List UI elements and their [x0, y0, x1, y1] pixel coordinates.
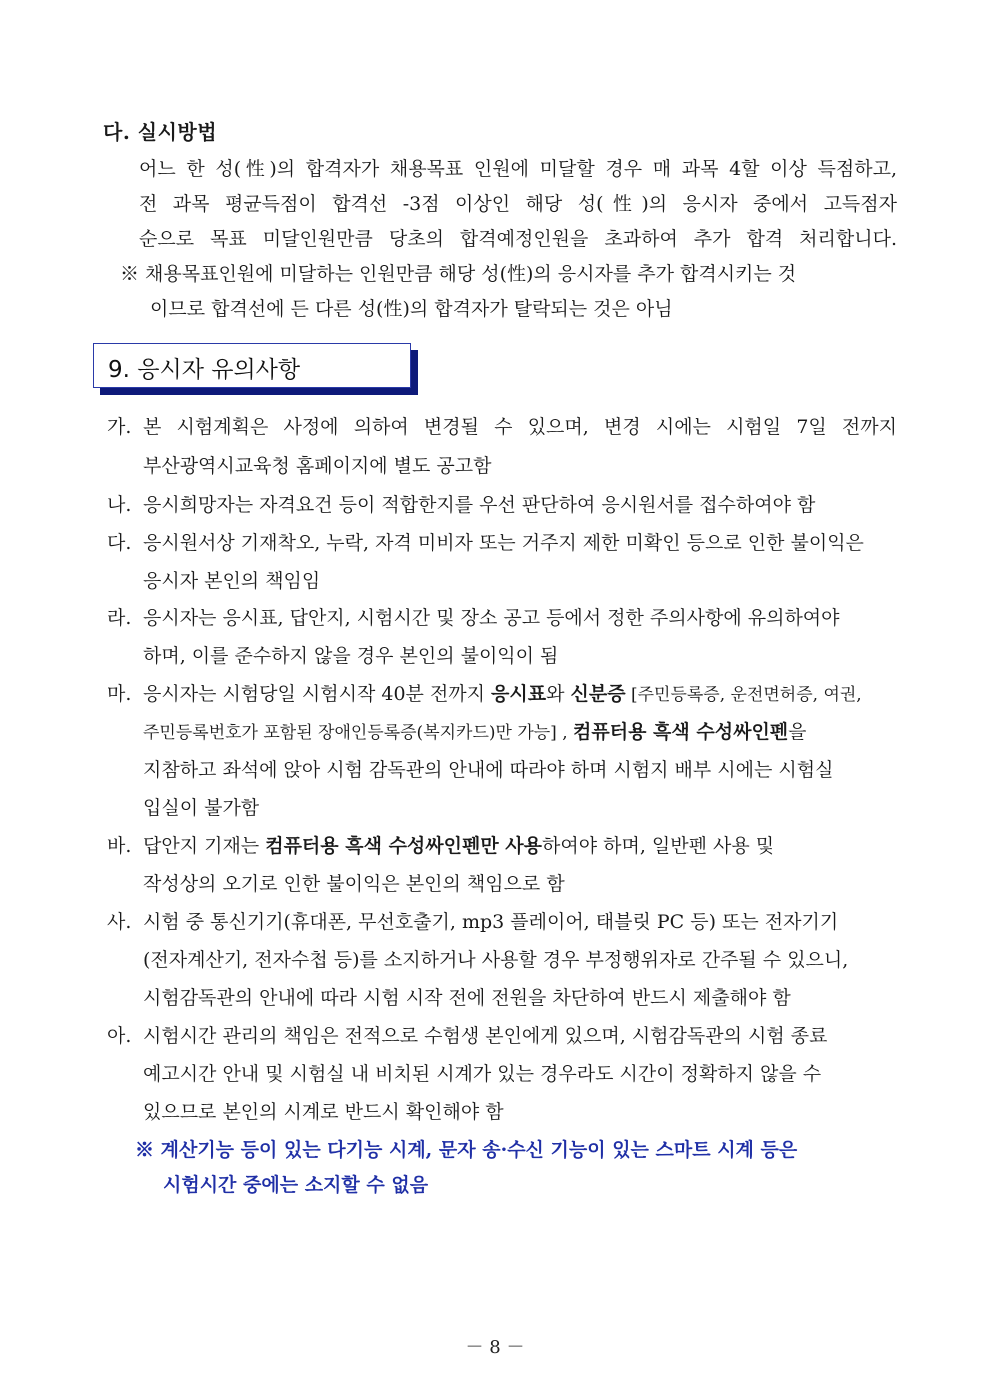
- section-da-line-1: 어느 한 성(性)의 합격자가 채용목표 인원에 미달할 경우 매 과목 4할 이상 득점하고,: [139, 158, 897, 180]
- section-da-line-3: 순으로 목표 미달인원만큼 당초의 합격예정인원을 초과하여 추가 합격 처리합니다.: [139, 228, 897, 250]
- item-sa-line-2: (전자계산기, 전자수첩 등)를 소지하거나 사용할 경우 부정행위자로 간주될 수 있으니,: [143, 949, 849, 971]
- section9-heading-box: [93, 343, 419, 396]
- section-da-line-2: 전 과목 평균득점이 합격선 -3점 이상인 해당 성(性)의 응시자 중에서 고득점자: [139, 193, 897, 215]
- item-da-line-2: 응시자 본인의 책임임: [143, 570, 321, 592]
- item-sa-line-1: 시험 중 통신기기(휴대폰, 무선호출기, mp3 플레이어, 태블릿 PC 등) 또는 전자기기: [143, 911, 839, 933]
- item-ma-line-2-text-c: 을: [788, 721, 807, 743]
- item-ma-line-2-text-a: 주민등록번호가 포함된 장애인등록증(복지카드)만 가능] ,: [143, 723, 574, 743]
- item-a-marker: 아.: [107, 1025, 132, 1047]
- item-ma-line-1-text-c: 와: [546, 683, 571, 705]
- item-ma-line-1-text-a: 응시자는 시험당일 시험시작 40분 전까지: [143, 683, 492, 705]
- item-da-line-1: 응시원서상 기재착오, 누락, 자격 미비자 또는 거주지 제한 미확인 등으로 인한 불이익은: [143, 532, 864, 554]
- item-a-line-3: 있으므로 본인의 시계로 반드시 확인해야 함: [143, 1101, 504, 1123]
- item-sa-marker: 사.: [107, 911, 132, 933]
- item-ba-line-1: [143, 831, 774, 858]
- item-ma-line-4: 입실이 불가함: [143, 797, 260, 819]
- item-ga-marker: 가.: [107, 416, 132, 438]
- item-ga-line-2: 부산광역시교육청 홈페이지에 별도 공고함: [143, 455, 492, 477]
- item-ma-admission-ticket: 응시표: [491, 683, 547, 705]
- item-a-line-2: 예고시간 안내 및 시험실 내 비치된 시계가 있는 경우라도 시간이 정확하지 않을 수: [143, 1063, 822, 1085]
- item-ba-pen-only: 컴퓨터용 흑색 수성싸인펜만 사용: [265, 835, 543, 857]
- item-ra-line-2: 하며, 이를 준수하지 않을 경우 본인의 불이익이 됨: [143, 645, 559, 667]
- item-ba-marker: 바.: [107, 835, 132, 857]
- item-ma-line-2: [143, 717, 807, 744]
- item-ba-line-1-text-c: 하여야 하며, 일반펜 사용 및: [542, 835, 775, 857]
- section9-heading: 9. 응시자 유의사항: [108, 357, 301, 383]
- page-number: － 8 －: [465, 1337, 525, 1358]
- item-ma-line-1-text-e: [주민등록증, 운전면허증, 여권,: [625, 685, 862, 705]
- heading-frame: [93, 343, 411, 388]
- item-ma-pen: 컴퓨터용 흑색 수성싸인펜: [573, 721, 789, 743]
- item-na-line-1: 응시희망자는 자격요건 등이 적합한지를 우선 판단하여 응시원서를 접수하여야 함: [143, 494, 816, 516]
- item-da-marker: 다.: [107, 532, 132, 554]
- item-ga-line-1: 본 시험계획은 사정에 의하여 변경될 수 있으며, 변경 시에는 시험일 7일 전까지: [143, 416, 897, 438]
- item-ma-line-3: 지참하고 좌석에 앉아 시험 감독관의 안내에 따라야 하며 시험지 배부 시에는 시험실: [143, 759, 834, 781]
- section-da-note-line-2: 이므로 합격선에 든 다른 성(性)의 합격자가 탈락되는 것은 아님: [150, 298, 673, 320]
- section-da-title: 다. 실시방법: [103, 120, 218, 144]
- item-ma-line-1: [143, 679, 862, 706]
- item-ra-marker: 라.: [107, 607, 132, 629]
- item-sa-line-3: 시험감독관의 안내에 따라 시험 시작 전에 전원을 차단하여 반드시 제출해야 함: [143, 987, 791, 1009]
- item-na-marker: 나.: [107, 494, 132, 516]
- item-ba-line-1-text-a: 답안지 기재는: [143, 835, 266, 857]
- item-ba-line-2: 작성상의 오기로 인한 불이익은 본인의 책임으로 함: [143, 873, 565, 895]
- item-ra-line-1: 응시자는 응시표, 답안지, 시험시간 및 장소 공고 등에서 정한 주의사항에 유의하여야: [143, 607, 840, 629]
- smartwatch-note-line-2: 시험시간 중에는 소지할 수 없음: [163, 1174, 429, 1196]
- section-da-note-line-1: ※ 채용목표인원에 미달하는 인원만큼 해당 성(性)의 응시자를 추가 합격시키는 것: [120, 263, 797, 285]
- smartwatch-note-line-1: ※ 계산기능 등이 있는 다기능 시계, 문자 송·수신 기능이 있는 스마트 시계 등은: [135, 1139, 798, 1161]
- item-ma-marker: 마.: [107, 683, 132, 705]
- item-a-line-1: 시험시간 관리의 책임은 전적으로 수험생 본인에게 있으며, 시험감독관의 시험 종료: [143, 1025, 828, 1047]
- item-ma-id-card: 신분증: [570, 683, 626, 705]
